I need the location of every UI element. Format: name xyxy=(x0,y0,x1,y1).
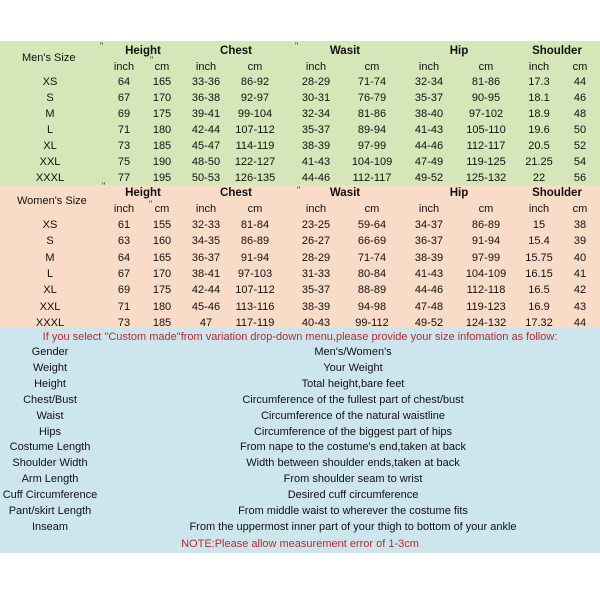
men-value-cell: 48-50 xyxy=(191,156,221,168)
women-value-cell: 16.5 xyxy=(528,284,550,297)
info-row xyxy=(0,410,600,426)
women-value-cell: 97-99 xyxy=(471,251,501,264)
men-value-cell: 97-102 xyxy=(468,108,504,120)
men-value-cell: 17.3 xyxy=(528,76,550,88)
men-value-cell: 190 xyxy=(152,156,172,168)
women-unit-header: inch xyxy=(418,203,440,215)
women-unit-header: inch xyxy=(305,203,327,215)
women-value-cell: 32-33 xyxy=(191,219,221,231)
men-value-cell: 33-36 xyxy=(191,76,221,88)
women-size-label: Women's Size xyxy=(17,195,87,207)
women-unit-header: cm xyxy=(478,203,494,215)
women-value-cell: 16.15 xyxy=(525,267,553,280)
men-value-cell: 69 xyxy=(117,108,131,120)
info-row xyxy=(0,489,600,505)
women-value-cell: 15.4 xyxy=(528,235,550,248)
info-label: Inseam xyxy=(31,520,69,533)
men-size-cell: XXXL xyxy=(35,172,65,184)
info-value: From shoulder seam to wrist xyxy=(283,473,423,486)
men-value-cell: 42-44 xyxy=(191,124,221,136)
women-value-cell: 17.32 xyxy=(525,316,553,329)
women-value-cell: 107-112 xyxy=(235,284,275,297)
info-row xyxy=(0,426,600,442)
women-unit-header: cm xyxy=(364,203,380,215)
women-value-cell: 63 xyxy=(117,235,131,248)
men-group-header: Shoulder xyxy=(532,45,582,57)
women-value-cell: 170 xyxy=(152,267,172,280)
tick-mark: ʺ xyxy=(297,185,301,195)
men-value-cell: 49-52 xyxy=(414,172,444,184)
tick-mark: ʺ xyxy=(100,41,104,51)
men-value-cell: 47-49 xyxy=(414,156,444,168)
info-row xyxy=(0,378,600,394)
men-value-cell: 41-43 xyxy=(301,156,331,168)
men-value-cell: 35-37 xyxy=(301,124,331,136)
men-value-cell: 122-127 xyxy=(234,156,276,168)
women-value-cell: 112-118 xyxy=(466,284,506,297)
men-unit-header: inch xyxy=(195,61,217,73)
men-value-cell: 104-109 xyxy=(351,156,393,168)
men-value-cell: 56 xyxy=(573,172,587,184)
women-value-cell: 41 xyxy=(573,267,587,280)
women-group-header: Shoulder xyxy=(532,187,582,199)
men-value-cell: 185 xyxy=(152,140,172,152)
men-value-cell: 175 xyxy=(152,108,172,120)
women-value-cell: 16.9 xyxy=(528,300,550,313)
women-value-cell: 185 xyxy=(152,316,172,329)
info-label: Shoulder Width xyxy=(12,457,88,470)
women-value-cell: 88-89 xyxy=(357,284,387,297)
women-value-cell: 180 xyxy=(152,300,172,313)
men-value-cell: 18.1 xyxy=(528,92,550,104)
women-value-cell: 26-27 xyxy=(301,235,331,248)
women-value-cell: 71-74 xyxy=(357,251,387,264)
women-unit-header: cm xyxy=(247,203,263,215)
men-value-cell: 44-46 xyxy=(301,172,331,184)
men-value-cell: 18.9 xyxy=(528,108,550,120)
women-size-cell: XL xyxy=(43,284,57,297)
info-label: Weight xyxy=(32,361,68,374)
info-value: Total height,bare feet xyxy=(301,377,405,390)
women-unit-header: cm xyxy=(154,203,170,215)
men-value-cell: 125-132 xyxy=(465,172,507,184)
women-value-cell: 44-46 xyxy=(414,284,444,297)
men-size-cell: M xyxy=(45,108,55,120)
men-value-cell: 45-47 xyxy=(191,140,221,152)
info-row xyxy=(0,505,600,521)
info-value: Circumference of the biggest part of hips xyxy=(253,425,453,438)
info-label: Cuff Circumference xyxy=(2,489,98,502)
tick-mark: ʺ xyxy=(295,41,299,51)
tick-mark: ʺ xyxy=(149,199,153,209)
men-value-cell: 73 xyxy=(117,140,131,152)
women-size-cell: L xyxy=(46,267,54,280)
men-value-cell: 105-110 xyxy=(466,124,506,136)
men-value-cell: 81-86 xyxy=(357,108,387,120)
women-size-cell: XS xyxy=(42,219,58,231)
men-unit-header: cm xyxy=(572,61,588,73)
men-value-cell: 112-117 xyxy=(352,172,392,184)
women-value-cell: 35-37 xyxy=(301,284,331,297)
women-value-cell: 42-44 xyxy=(191,284,221,297)
women-value-cell: 42 xyxy=(573,284,587,297)
info-label: Pant/skirt Length xyxy=(8,505,92,517)
men-value-cell: 107-112 xyxy=(235,124,275,136)
men-unit-header: inch xyxy=(113,61,135,73)
info-row xyxy=(0,362,600,378)
women-group-header: Wasit xyxy=(329,187,361,199)
women-value-cell: 91-94 xyxy=(240,251,270,264)
men-value-cell: 90-95 xyxy=(471,92,501,104)
men-group-header: Wasit xyxy=(329,45,361,57)
women-value-cell: 47 xyxy=(199,316,213,329)
men-value-cell: 50 xyxy=(573,124,587,136)
women-value-cell: 23-25 xyxy=(301,219,331,231)
women-value-cell: 80-84 xyxy=(357,267,387,280)
women-value-cell: 155 xyxy=(152,219,172,231)
men-value-cell: 46 xyxy=(573,92,587,104)
info-label: Costume Length xyxy=(9,441,91,454)
men-unit-header: cm xyxy=(154,61,170,73)
women-value-cell: 44 xyxy=(573,316,587,329)
men-size-cell: XL xyxy=(43,140,57,152)
men-value-cell: 86-92 xyxy=(240,76,270,88)
men-value-cell: 89-94 xyxy=(357,124,387,136)
men-value-cell: 92-97 xyxy=(240,92,270,104)
custom-intro: If you select "Custom made"from variation drop-down menu,please provide your size infomation as follow: xyxy=(42,331,558,343)
women-value-cell: 97-103 xyxy=(237,267,273,280)
women-value-cell: 64 xyxy=(117,251,131,264)
men-size-cell: S xyxy=(46,92,54,104)
men-value-cell: 38-40 xyxy=(414,108,444,120)
men-value-cell: 71-74 xyxy=(357,76,387,88)
women-value-cell: 59-64 xyxy=(357,219,387,231)
info-value: From the uppermost inner part of your thigh to bottom of your ankle xyxy=(189,520,517,533)
info-value: Circumference of the natural waistline xyxy=(260,409,446,422)
women-value-cell: 117-119 xyxy=(235,316,275,329)
info-value: Your Weight xyxy=(323,361,383,374)
men-value-cell: 41-43 xyxy=(414,124,444,136)
men-value-cell: 35-37 xyxy=(414,92,444,104)
women-value-cell: 38-41 xyxy=(191,267,221,280)
men-unit-header: cm xyxy=(364,61,380,73)
men-value-cell: 77 xyxy=(117,172,131,184)
info-value: From nape to the costume's end,taken at back xyxy=(240,441,466,454)
men-value-cell: 170 xyxy=(152,92,172,104)
women-value-cell: 113-116 xyxy=(235,300,275,313)
men-value-cell: 119-125 xyxy=(466,156,506,168)
tick-mark: ʺ xyxy=(150,55,154,65)
women-value-cell: 40-43 xyxy=(301,316,331,329)
men-value-cell: 38-39 xyxy=(301,140,331,152)
info-label: Height xyxy=(34,377,66,390)
men-value-cell: 126-135 xyxy=(234,172,276,184)
men-group-header: Height xyxy=(125,45,161,57)
women-value-cell: 38-39 xyxy=(414,251,444,264)
men-value-cell: 32-34 xyxy=(414,76,444,88)
women-value-cell: 15 xyxy=(532,219,546,231)
men-value-cell: 76-79 xyxy=(357,92,387,104)
women-group-header: Chest xyxy=(220,187,252,199)
women-value-cell: 86-89 xyxy=(240,235,270,248)
women-value-cell: 81-84 xyxy=(240,219,270,231)
men-size-cell: L xyxy=(46,124,54,136)
tick-mark: ʺ xyxy=(102,181,106,191)
women-size-cell: XXL xyxy=(39,300,61,313)
men-value-cell: 71 xyxy=(117,124,131,136)
women-value-cell: 119-123 xyxy=(466,300,506,313)
men-value-cell: 67 xyxy=(117,92,131,104)
women-value-cell: 91-94 xyxy=(471,235,501,248)
men-group-header: Hip xyxy=(449,45,469,57)
men-value-cell: 30-31 xyxy=(301,92,331,104)
men-value-cell: 97-99 xyxy=(357,140,387,152)
women-size-cell: S xyxy=(46,235,54,248)
women-unit-header: inch xyxy=(113,203,135,215)
men-unit-header: inch xyxy=(305,61,327,73)
men-size-cell: XXL xyxy=(39,156,61,168)
women-value-cell: 104-109 xyxy=(465,267,507,280)
women-value-cell: 15.75 xyxy=(525,251,553,264)
men-value-cell: 75 xyxy=(117,156,131,168)
men-value-cell: 21.25 xyxy=(525,156,553,168)
women-value-cell: 99-112 xyxy=(355,316,389,329)
info-label: Chest/Bust xyxy=(23,393,77,406)
men-value-cell: 195 xyxy=(152,172,172,184)
men-unit-header: inch xyxy=(528,61,550,73)
women-value-cell: 71 xyxy=(117,300,131,313)
info-value: Width between shoulder ends,taken at back xyxy=(246,457,460,470)
men-unit-header: inch xyxy=(418,61,440,73)
women-value-cell: 73 xyxy=(117,316,131,329)
info-label: Gender xyxy=(31,346,69,358)
info-row xyxy=(0,394,600,410)
women-value-cell: 45-46 xyxy=(191,300,221,313)
women-value-cell: 34-37 xyxy=(414,219,444,231)
women-value-cell: 160 xyxy=(152,235,172,248)
women-unit-header: cm xyxy=(572,203,588,215)
women-value-cell: 61 xyxy=(117,219,131,231)
men-size-cell: XS xyxy=(42,76,58,88)
women-value-cell: 38-39 xyxy=(301,300,331,313)
women-value-cell: 94-98 xyxy=(357,300,387,313)
women-value-cell: 34-35 xyxy=(191,235,221,248)
info-row xyxy=(0,346,600,362)
men-value-cell: 180 xyxy=(152,124,172,136)
men-value-cell: 112-117 xyxy=(466,140,506,152)
info-label: Arm Length xyxy=(21,473,79,486)
men-value-cell: 48 xyxy=(573,108,587,120)
men-value-cell: 44-46 xyxy=(414,140,444,152)
info-row xyxy=(0,457,600,473)
mens-size-table xyxy=(0,41,600,185)
women-value-cell: 28-29 xyxy=(301,251,331,264)
info-label: Hips xyxy=(38,425,62,438)
info-value: Circumference of the fullest part of chest/bust xyxy=(242,393,464,406)
men-value-cell: 52 xyxy=(573,140,587,152)
men-value-cell: 81-86 xyxy=(471,76,501,88)
men-value-cell: 54 xyxy=(573,156,587,168)
women-value-cell: 36-37 xyxy=(191,251,221,264)
men-value-cell: 165 xyxy=(152,76,172,88)
men-value-cell: 44 xyxy=(573,76,587,88)
men-value-cell: 39-41 xyxy=(191,108,221,120)
men-value-cell: 64 xyxy=(117,76,131,88)
info-value: From middle waist to wherever the costume fits xyxy=(238,505,468,517)
women-value-cell: 67 xyxy=(117,267,131,280)
women-group-header: Height xyxy=(125,187,161,199)
women-value-cell: 38 xyxy=(573,219,587,231)
men-value-cell: 22 xyxy=(532,172,546,184)
womens-size-table xyxy=(0,185,600,328)
men-value-cell: 32-34 xyxy=(301,108,331,120)
men-value-cell: 99-104 xyxy=(237,108,273,120)
info-label: Waist xyxy=(36,409,64,422)
men-unit-header: cm xyxy=(478,61,494,73)
men-value-cell: 114-119 xyxy=(235,140,275,152)
women-value-cell: 66-69 xyxy=(357,235,387,248)
men-value-cell: 20.5 xyxy=(528,140,550,152)
women-value-cell: 165 xyxy=(152,251,172,264)
men-value-cell: 50-53 xyxy=(191,172,221,184)
info-row xyxy=(0,521,600,537)
women-unit-header: inch xyxy=(195,203,217,215)
women-unit-header: inch xyxy=(528,203,550,215)
women-value-cell: 175 xyxy=(152,284,172,297)
women-size-cell: XXXL xyxy=(35,316,65,329)
women-value-cell: 31-33 xyxy=(301,267,331,280)
women-value-cell: 69 xyxy=(117,284,131,297)
women-value-cell: 40 xyxy=(573,251,587,264)
women-value-cell: 41-43 xyxy=(414,267,444,280)
women-group-header: Hip xyxy=(449,187,469,199)
women-value-cell: 124-132 xyxy=(465,316,507,329)
women-value-cell: 86-89 xyxy=(471,219,501,231)
info-value: Desired cuff circumference xyxy=(287,489,419,502)
info-value: Men's/Women's xyxy=(314,346,392,358)
men-value-cell: 28-29 xyxy=(301,76,331,88)
info-row xyxy=(0,441,600,457)
men-unit-header: cm xyxy=(247,61,263,73)
women-value-cell: 39 xyxy=(573,235,587,248)
women-value-cell: 49-52 xyxy=(414,316,444,329)
info-row xyxy=(0,473,600,489)
men-group-header: Chest xyxy=(220,45,252,57)
women-value-cell: 47-48 xyxy=(414,300,444,313)
women-size-cell: M xyxy=(45,251,55,264)
measurement-note: NOTE:Please allow measurement error of 1-3cm xyxy=(181,538,419,550)
women-value-cell: 36-37 xyxy=(414,235,444,248)
men-value-cell: 19.6 xyxy=(528,124,550,136)
men-value-cell: 36-38 xyxy=(191,92,221,104)
women-value-cell: 43 xyxy=(573,300,587,313)
men-size-label: Men's Size xyxy=(22,52,76,64)
